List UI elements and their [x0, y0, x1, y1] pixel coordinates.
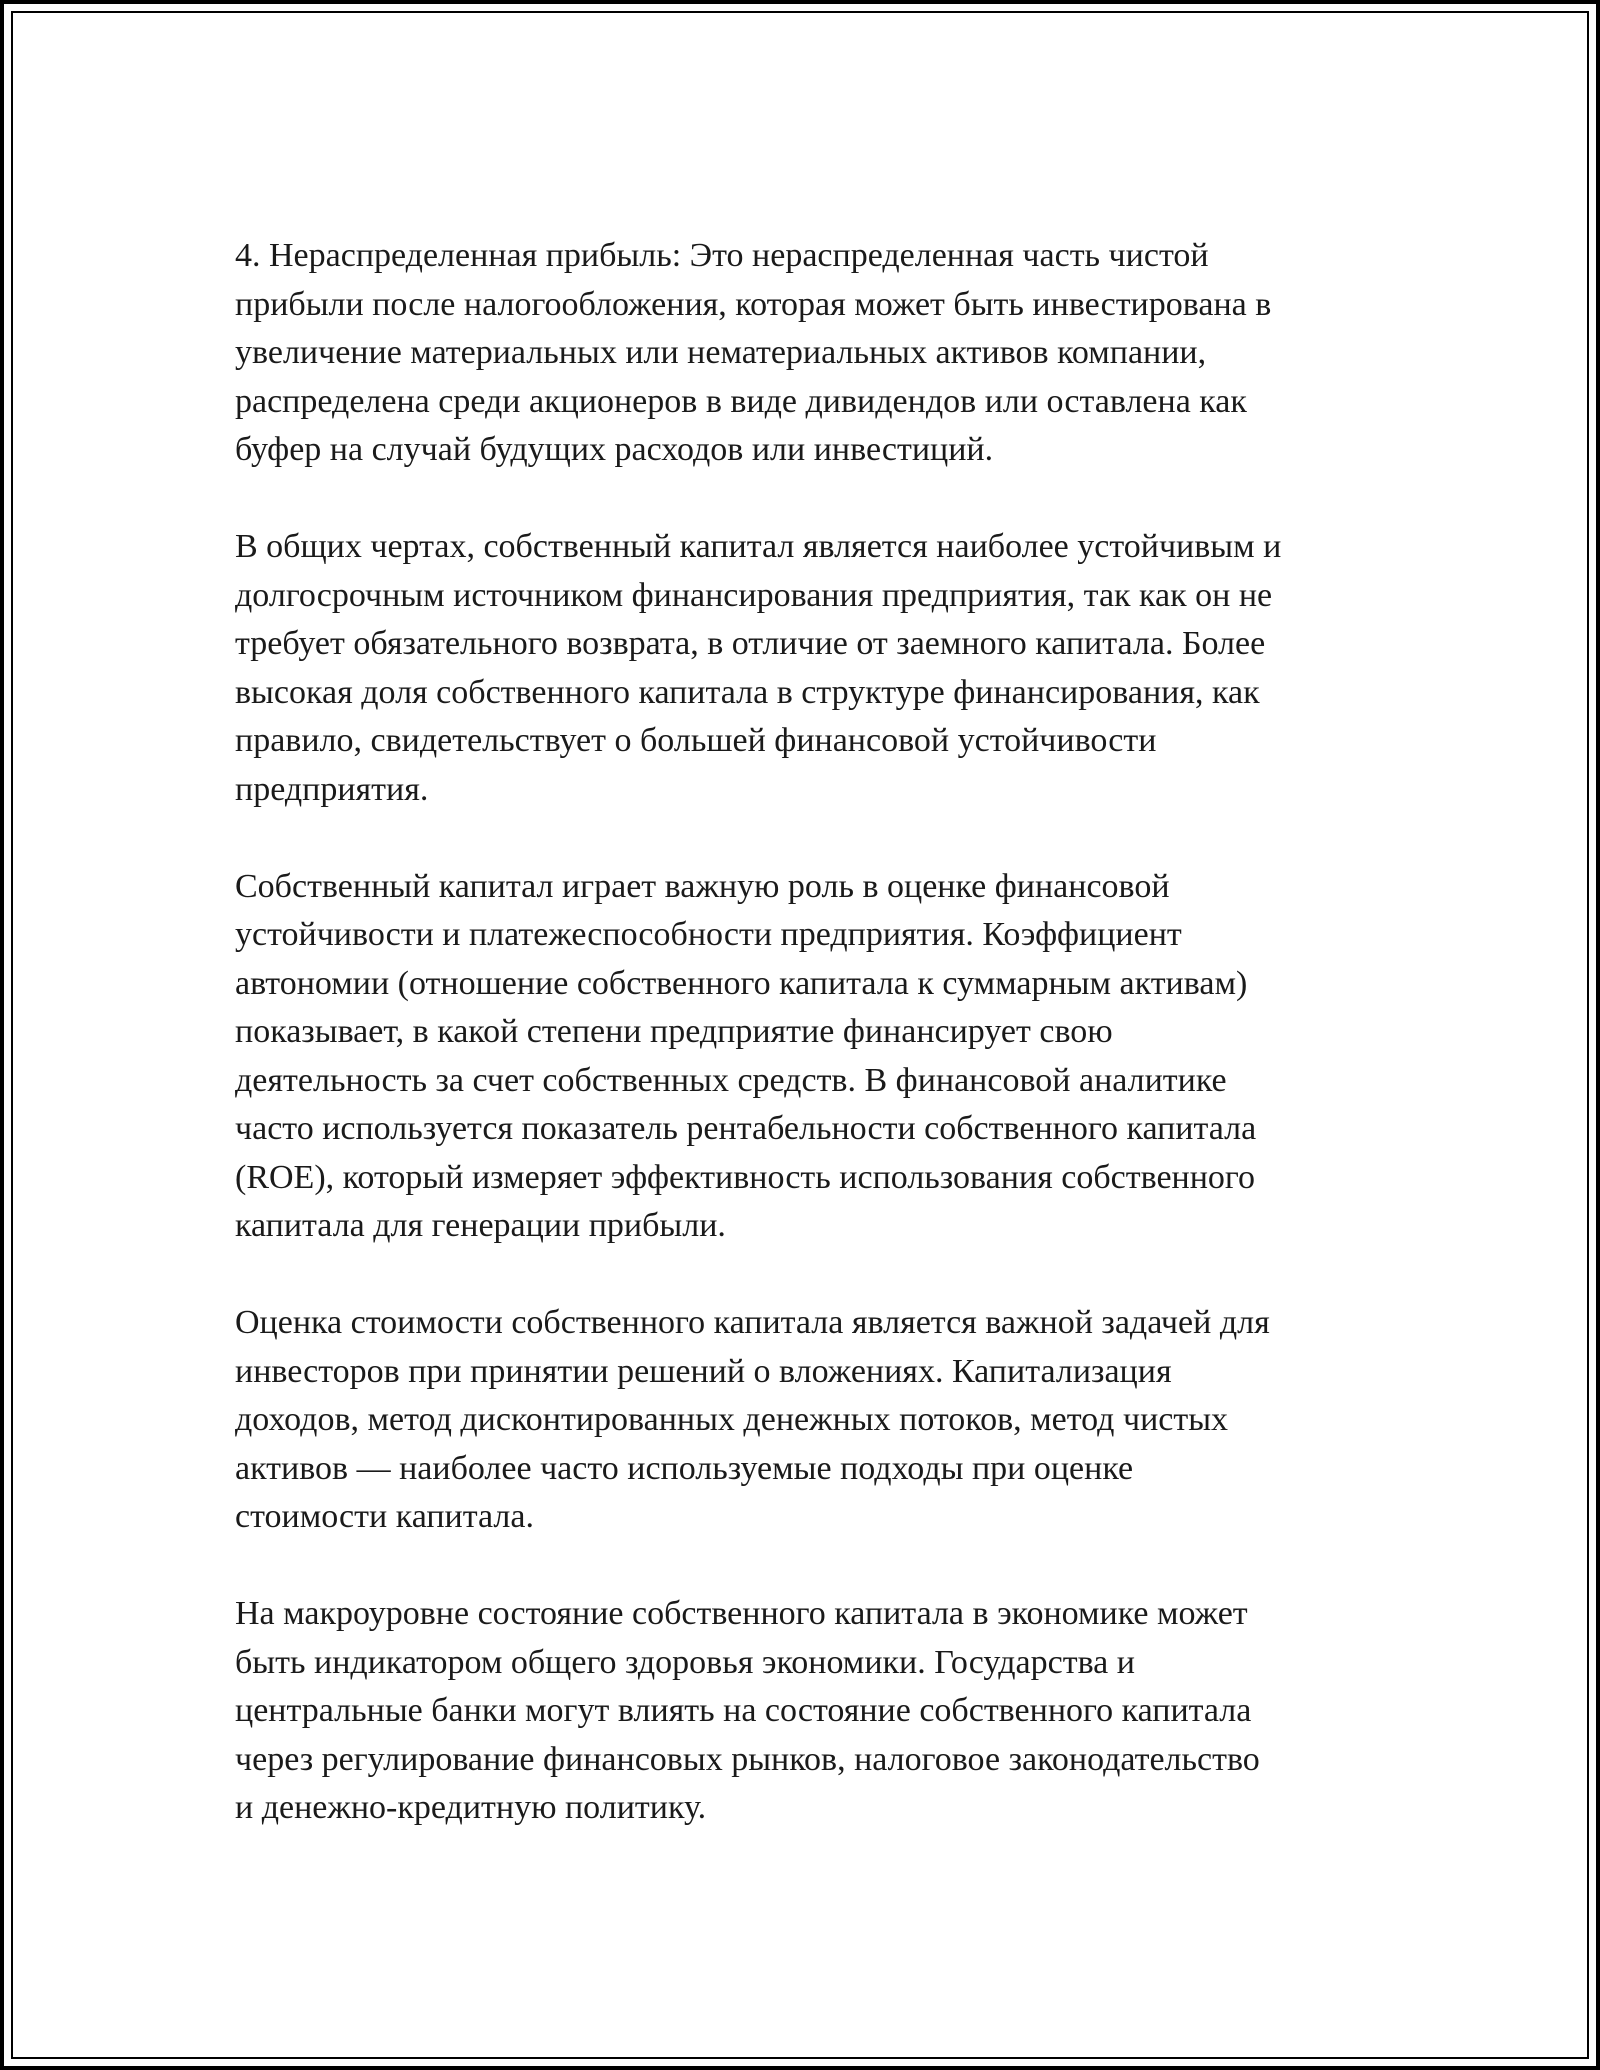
paragraph-retained-earnings: 4. Нераспределенная прибыль: Это нераспределенная часть чистой прибыли после налогообложения, которая может быть инвестирована в увеличение материальных или нематериальных активов компании, распределена среди акционеров в виде дивидендов или оставлена как буфер на случай будущих расходов или инвестиций.	[235, 237, 1272, 468]
paragraph-equity-valuation: Оценка стоимости собственного капитала является важной задачей для инвесторов при принятии решений о вложениях. Капитализация доходов, метод дисконтированных денежных потоков, метод чистых активов — наиболее часто используемые подходы при оценке стоимости капитала.	[235, 1304, 1270, 1535]
paragraph-macro-level: На макроуровне состояние собственного капитала в экономике может быть индикатором общего здоровья экономики. Государства и центральные банки могут влиять на состояние собственного капитала через регулирование финансовых рынков, налоговое законодательство и денежно-кредитную политику.	[235, 1595, 1260, 1826]
paragraph-equity-overview: В общих чертах, собственный капитал является наиболее устойчивым и долгосрочным источником финансирования предприятия, так как он не требует обязательного возврата, в отличие от заемного капитала. Более высокая доля собственного капитала в структуре финансирования, как правило, свидетельствует о большей финансовой устойчивости предприятия.	[235, 528, 1282, 808]
paragraph-financial-stability: Собственный капитал играет важную роль в оценке финансовой устойчивости и платежеспособности предприятия. Коэффициент автономии (отношение собственного капитала к суммарным активам) показывает, в какой степени предприятие финансирует свою деятельность за счет собственных средств. В финансовой аналитике часто используется показатель рентабельности собственного капитала (ROE), который измеряет эффективность использования собственного капитала для генерации прибыли.	[235, 867, 1257, 1244]
document-body	[235, 232, 1415, 1833]
